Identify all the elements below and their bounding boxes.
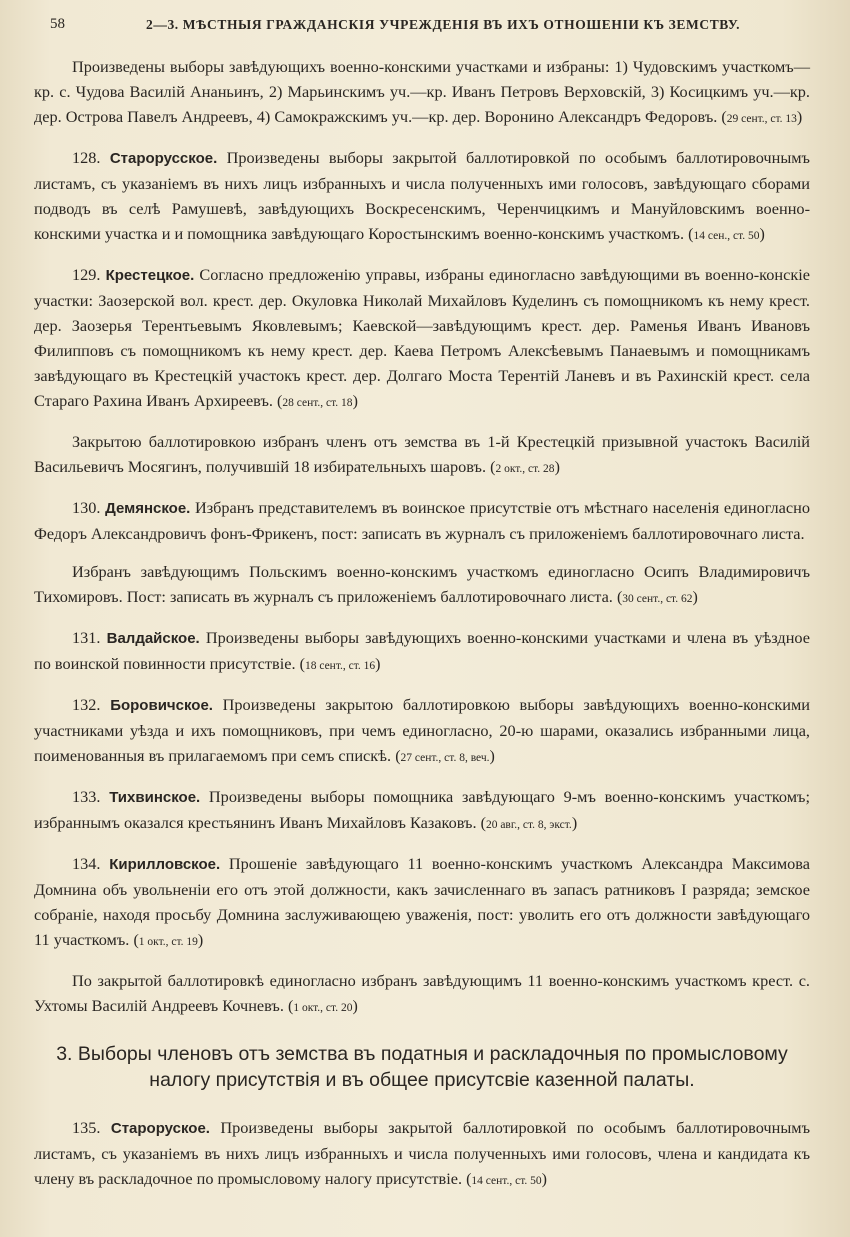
paragraph-text: Произведены выборы завѣдующихъ военно-конскими участками и избраны: 1) Чудовскимъ участкомъ—кр. с. Чудова Василій Ананьинъ, 2) Марьинскимъ уч.—кр. Иванъ Петровъ Верховскій, 3) Косицкимъ уч.—кр. дер. Острова Павелъ Андреевъ, 4) Самокражскимъ уч.—кр. дер. Воронино Александръ Федоровъ. <box>34 57 810 126</box>
journal-reference: ( 18 сент., ст. 16 ) <box>300 660 381 672</box>
journal-reference: ( 1 окт., ст. 19 ) <box>133 936 203 948</box>
item-number: 130. <box>72 498 101 517</box>
page-body <box>34 54 810 1207</box>
paragraph-text: Произведены закрытою баллотировкою выборы завѣдующихъ военно-конскими участниками уѣзда и ихъ помощниковъ, при чемъ единогласно, 20-ю шарами, оказались избранными лица, поименованныя въ прилагаемомъ при семъ спискѣ. <box>34 695 810 765</box>
journal-reference: ( 30 сент., ст. 62 ) <box>617 593 698 605</box>
district-name: Крестецкое. <box>105 267 195 284</box>
journal-reference: ( 2 окт., ст. 28 ) <box>490 463 560 475</box>
paragraph <box>34 145 810 249</box>
paragraph-text: По закрытой баллотировкѣ единогласно избранъ завѣдующимъ 11 военно-конскимъ участкомъ крест. с. Ухтомы Василій Андреевъ Кочневъ. <box>34 971 810 1015</box>
paragraph <box>34 54 810 132</box>
item-number: 134. <box>72 854 101 873</box>
paragraph <box>34 692 810 771</box>
item-number: 135. <box>72 1118 101 1137</box>
paragraph-text: Избранъ завѣдующимъ Польскимъ военно-конскимъ участкомъ единогласно Осипъ Владимировичъ Тихомировъ. Пост: записать въ журналъ съ приложеніемъ баллотировочнаго листа. <box>34 562 810 606</box>
page-number: 58 <box>50 16 65 32</box>
paragraph <box>34 429 810 482</box>
journal-reference: ( 29 сент., ст. 13 ) <box>721 113 802 125</box>
paragraph <box>34 262 810 416</box>
paragraph-text: Согласно предложенію управы, избраны единогласно завѣдующими въ военно-конскіе участки: Заозерской вол. крест. дер. Окуловка Николай Михайловъ Куделинъ съ помощникомъ къ нему крест. дер. Заозерья Терентьевымъ Яковлевымъ; Каевской—завѣдующимъ крест. дер. Раменья Иванъ Ивановъ Филипповъ съ помощникомъ къ нему крест. дер. Каева Петромъ Алексѣевымъ Панаевымъ и помощникамъ завѣдующаго въ Крестецкій участокъ крест. дер. Долгаго Моста Терентій Ланевъ и въ Рахинскій крест. села Стараго Рахина Иванъ Архиреевъ. <box>34 265 810 410</box>
page-header <box>42 16 810 40</box>
paragraph-text: Произведены выборы закрытой баллотировкой по особымъ баллотировочнымъ листамъ, съ указаніемъ въ нихъ лицъ избранныхъ и числа полученныхъ ими голосовъ, члена и кандидата къ члену въ раскладочное по промысловому налогу присутствіе. <box>34 1118 810 1188</box>
running-title: 2—3. МѢСТНЫЯ ГРАЖДАНСКІЯ УЧРЕЖДЕНІЯ ВЪ ИХЪ ОТНОШЕНІИ КЪ ЗЕМСТВУ. <box>146 17 741 32</box>
district-name: Кирилловское. <box>109 856 221 873</box>
paragraph <box>34 559 810 612</box>
paragraph-text: Произведены выборы помощника завѣдующаго 9-мъ военно-конскимъ участкомъ; избраннымъ оказался крестьянинъ Иванъ Михайловъ Казаковъ. <box>34 787 810 832</box>
paragraph <box>34 851 810 955</box>
paragraph-text: Избранъ представителемъ въ воинское присутствіе отъ мѣстнаго населенія единогласно Федоръ Александровичъ фонъ-Фрикенъ, пост: записать въ журналъ съ приложеніемъ баллотировочнаго листа. <box>34 498 810 543</box>
paragraph <box>34 784 810 838</box>
item-number: 132. <box>72 695 101 714</box>
item-number: 129. <box>72 265 101 284</box>
district-name: Валдайское. <box>106 630 200 647</box>
item-number: 133. <box>72 787 101 806</box>
paragraph-text: Закрытою баллотировкою избранъ членъ отъ земства въ 1-й Крестецкій призывной участокъ Василій Васильевичъ Мосягинъ, получившій 18 избирательныхъ шаровъ. <box>34 432 810 476</box>
journal-reference: ( 28 сент., ст. 18 ) <box>277 397 358 409</box>
item-number: 128. <box>72 148 101 167</box>
paragraph-text: Произведены выборы завѣдующихъ военно-конскими участками и члена въ уѣздное по воинской повинности присутствіе. <box>34 628 810 673</box>
journal-reference: ( 1 окт., ст. 20 ) <box>288 1002 358 1014</box>
paragraph-text: Прошеніе завѣдующаго 11 военно-конскимъ участкомъ Александра Максимова Домнина объ увольненіи его отъ этой должности, какъ зачисленнаго въ запасъ ратниковъ I разряда; земское собраніе, находя просьбу Домнина заслуживающею уваженія, пост: уволить его отъ должности завѣдующаго 11 участкомъ. <box>34 854 811 949</box>
district-name: Боровичское. <box>110 697 213 714</box>
district-name: Тихвинское. <box>109 789 201 806</box>
paragraph <box>34 625 810 679</box>
district-name: Демянское. <box>105 500 191 517</box>
journal-reference: ( 14 сент., ст. 50 ) <box>466 1175 547 1187</box>
district-name: Староруское. <box>110 1120 210 1137</box>
paragraph <box>34 968 810 1021</box>
journal-reference: ( 27 сент., ст. 8, веч. ) <box>395 752 495 764</box>
paragraph-text: Произведены выборы закрытой баллотировкой по особымъ баллотировочнымъ листамъ, съ указаніемъ въ нихъ лицъ избранныхъ и числа полученныхъ ими голосовъ, завѣдующаго сборами подводъ въ селѣ Рамушевѣ, завѣдующихъ Воскресенскимъ, Черенчицкимъ и Мануйловскимъ военно-конскими участка и и помощника завѣдующаго Коростынскимъ военно-конскимъ участкомъ. <box>34 148 810 243</box>
item-number: 131. <box>72 628 101 647</box>
section-heading: 3. Выборы членовъ отъ земства въ податныя и раскладочныя по промысловому налогу присутствія и въ общее присутсвіе казенной палаты. <box>56 1043 788 1091</box>
journal-reference: ( 20 авг., ст. 8, экст. ) <box>481 819 578 831</box>
journal-reference: ( 14 сен., ст. 50 ) <box>688 230 765 242</box>
paragraph <box>34 495 810 546</box>
district-name: Старорусское. <box>109 150 218 167</box>
paragraph <box>34 1115 810 1194</box>
